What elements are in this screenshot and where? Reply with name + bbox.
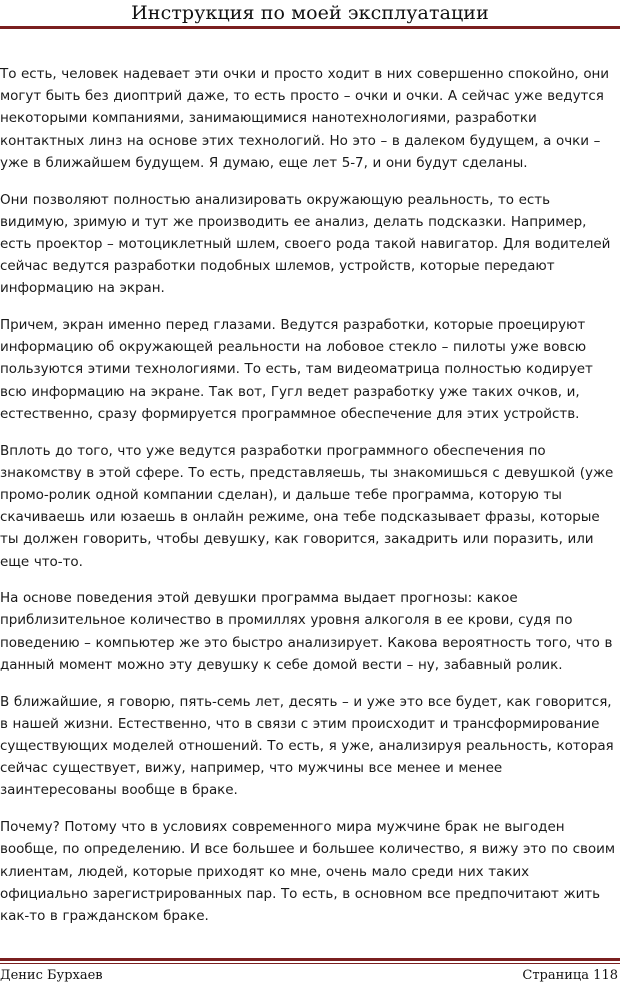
page-header [0,0,620,30]
paragraph-6: В ближайшие, я говорю, пять-семь лет, десять – и уже это все будет, как говорится, в нашей жизни. Естественно, что в связи с этим происходит и трансформирование существующих моделей отношений. То есть, я уже, анализируя реальность, которая сейчас существует, вижу, например, что мужчины все менее и менее заинтересованы вообще в браке. [0,693,614,799]
paragraph-5: На основе поведения этой девушки программа выдает прогнозы: какое приблизительное количество в промиллях уровня алкоголя в ее крови, судя по поведению – компьютер же это быстро анализирует. Какова вероятность того, что в данный момент можно эту девушку к себе домой вести – ну, забавный ролик. [0,590,613,673]
header-divider [0,26,620,29]
footer-divider [0,958,620,961]
document-body [0,63,620,942]
footer-author: Денис Бурхаев [0,968,103,983]
page-number: Страница 118 [522,968,618,983]
paragraph-1: То есть, человек надевает эти очки и просто ходит в них совершенно спокойно, они могут быть без диоптрий даже, то есть просто – очки и очки. А сейчас уже ведутся некоторыми компаниями, занимающимися нанотехнологиями, разработки контактных линз на основе этих технологий. Но это – в далеком будущем, а очки – уже в ближайшем будущем. Я думаю, еще лет 5-7, и они будут сделаны. [0,66,610,171]
page-footer [0,958,620,989]
footer-divider-thin [0,963,620,964]
paragraph-7: Почему? Потому что в условиях современного мира мужчине брак не выгоден вообще, по определению. И все большее и большее количество, я вижу это по своим клиентам, людей, которые приходят ко мне, очень мало среди них таких официально зарегистрированных пар. То есть, в основном все предпочитают жить как-то в гражданском браке. [0,819,615,924]
document-title: Инструкция по моей эксплуатации [131,2,489,24]
paragraph-3: Причем, экран именно перед глазами. Ведутся разработки, которые проецируют информацию об окружающей реальности на лобовое стекло – пилоты уже вовсю пользуются этими технологиями. То есть, там видеоматрица полностью кодирует всю информацию на экране. Так вот, Гугл ведет разработку уже таких очков, и, естественно, сразу формируется программное обеспечение для этих устройств. [0,317,593,422]
paragraph-2: Они позволяют полностью анализировать окружающую реальность, то есть видимую, зримую и тут же производить ее анализ, делать подсказки. Например, есть проектор – мотоциклетный шлем, своего рода такой навигатор. Для водителей сейчас ведутся разработки подобных шлемов, устройств, которые передают информацию на экран. [0,191,611,297]
paragraph-4: Вплоть до того, что уже ведутся разработки программного обеспечения по знакомству в этой сфере. То есть, представляешь, ты знакомишься с девушкой (уже промо-ролик одной компании сделан), и дальше тебе программа, которую ты скачиваешь или юзаешь в онлайн режиме, она тебе подсказывает фразы, которые ты должен говорить, чтобы девушку, как говорится, закадрить или поразить, или еще что-то. [0,442,614,570]
